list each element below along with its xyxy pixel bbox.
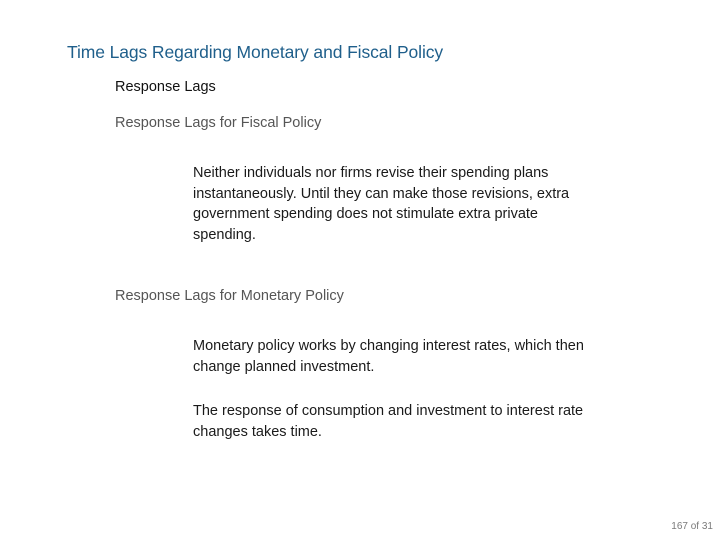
paragraph-monetary-response: The response of consumption and investment to interest rate changes takes time. [193,403,584,440]
paragraph-fiscal-lag: Neither individuals nor firms revise their spending plans instantaneously. Until they can make those revisions, extra government spending does not stimulate extra private spending. [193,165,570,243]
subheading-monetary-policy: Response Lags for Monetary Policy [115,288,344,304]
subheading-fiscal-policy: Response Lags for Fiscal Policy [115,115,322,131]
section-heading: Response Lags [115,79,216,95]
page-number: 167 of 31 [671,521,713,532]
slide-title: Time Lags Regarding Monetary and Fiscal Policy [67,42,444,62]
paragraph-monetary-mechanism: Monetary policy works by changing interest rates, which then change planned investment. [193,338,584,375]
